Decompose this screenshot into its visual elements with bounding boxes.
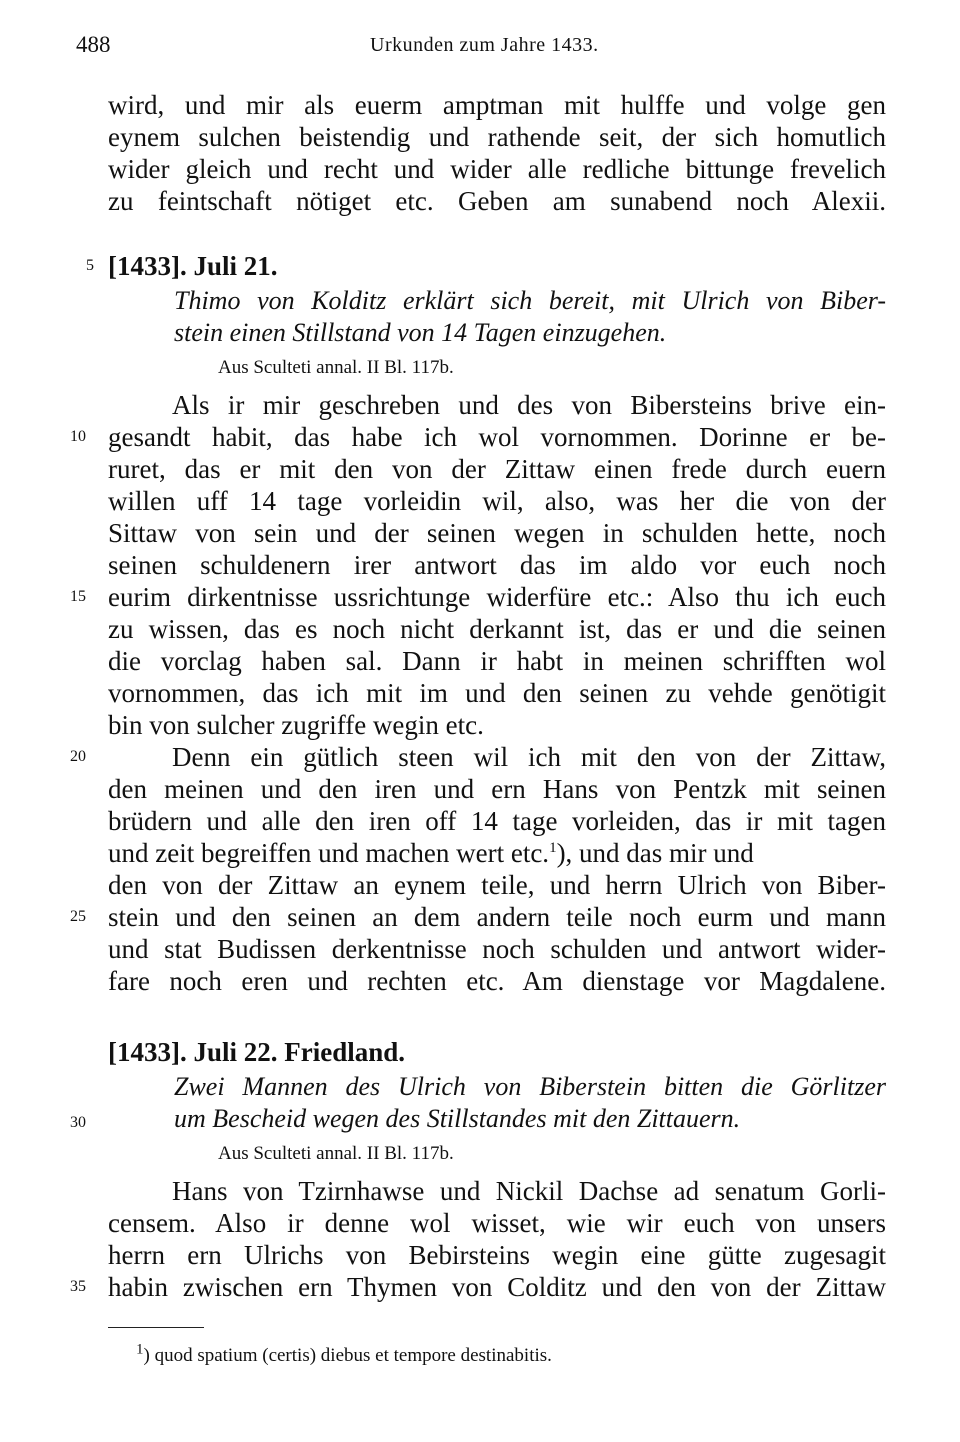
- text-line: vornommen, das ich mit im und den seinen zu vehde genötigit: [108, 678, 886, 708]
- document-1-source: [218, 353, 818, 383]
- text-segment: und zeit begreiffen und machen wert etc.: [108, 838, 550, 868]
- footnote-text: ) quod spatium (certis) diebus et tempore destinabitis.: [143, 1345, 552, 1366]
- text-line: Als ir mir geschreben und des von Bibersteins brive ein-: [172, 390, 886, 420]
- text-line: willen uff 14 tage vorleidin wil, also, was her die von der: [108, 486, 886, 516]
- text-line: den meinen und den iren und ern Hans von Pentzk mit seinen: [108, 774, 886, 804]
- document-2-source: [218, 1139, 818, 1169]
- page-header: [76, 32, 886, 62]
- text-line: bin von sulcher zugriffe wegin etc.: [108, 710, 484, 740]
- margin-line-number: 20: [70, 748, 86, 765]
- text-line: brüdern und alle den iren off 14 tage vorleiden, das ir mit tagen: [108, 806, 886, 836]
- text-segment: ), und das mir und: [556, 838, 754, 868]
- footnote: [136, 1341, 552, 1367]
- continuation-paragraph: [108, 89, 886, 217]
- text-line: den von der Zittaw an eynem teile, und herrn Ulrich von Biber-: [108, 870, 886, 900]
- text-line: fare noch eren und rechten etc. Am dienstage vor Magdalene.: [108, 966, 886, 996]
- text-line-with-footnote: [108, 837, 886, 869]
- text-line: Denn ein gütlich steen wil ich mit den von der Zittaw,: [172, 742, 886, 772]
- text-line: die vorclag haben sal. Dann ir habt in meinen schrifften wol: [108, 646, 886, 676]
- document-1-regest: [174, 285, 886, 349]
- text-line: herrn ern Ulrichs von Bebirsteins wegin eine gütte zugesagit: [108, 1240, 886, 1270]
- text-line: gesandt habit, das habe ich wol vornommen. Dorinne er be-: [108, 422, 886, 452]
- text-line: zu feintschaft nötiget etc. Geben am sunabend noch Alexii.: [108, 186, 886, 216]
- source-note: Aus Sculteti annal. II Bl. 117b.: [218, 357, 454, 378]
- regest-line: Thimo von Kolditz erklärt sich bereit, mit Ulrich von Biber-: [174, 286, 886, 315]
- running-title: Urkunden zum Jahre 1433.: [370, 34, 599, 56]
- document-2-regest: [174, 1071, 886, 1135]
- text-line: Sittaw von sein und der seinen wegen in schulden hette, noch: [108, 518, 886, 548]
- page-number: 488: [76, 32, 111, 57]
- document-2-text: [108, 1175, 886, 1303]
- footnote-rule: [108, 1327, 204, 1328]
- text-line: Hans von Tzirnhawse und Nickil Dachse ad senatum Gorli-: [172, 1176, 886, 1206]
- footnote-reference: 1: [549, 840, 557, 856]
- text-line: eurim dirkentnisse ussrichtunge widerfüre etc.: Also thu ich euch: [108, 582, 886, 612]
- text-line: und stat Budissen derkentnisse noch schulden und antwort wider-: [108, 934, 886, 964]
- regest-line: um Bescheid wegen des Stillstandes mit den Zittauern.: [174, 1104, 741, 1133]
- text-line: seinen schuldenern irer antwort das im aldo vor euch noch: [108, 550, 886, 580]
- margin-line-number: 15: [70, 588, 86, 605]
- text-line: wider gleich und recht und wider alle redliche bittunge frevelich: [108, 154, 886, 184]
- text-line: wird, und mir als euerm amptman mit hulffe und volge gen: [108, 90, 886, 120]
- text-line: stein und den seinen an dem andern teile noch eurm und mann: [108, 902, 886, 932]
- margin-line-number: 30: [70, 1114, 86, 1131]
- text-line: ruret, das er mit den von der Zittaw einen frede durch euern: [108, 454, 886, 484]
- margin-line-number: 10: [70, 428, 86, 445]
- regest-line: Zwei Mannen des Ulrich von Biberstein bitten die Görlitzer: [174, 1072, 886, 1101]
- text-line: habin zwischen ern Thymen von Colditz und den von der Zittaw: [108, 1272, 886, 1302]
- document-date: [1433]. Juli 22. Friedland.: [108, 1037, 406, 1067]
- regest-line: stein einen Stillstand von 14 Tagen einzugehen.: [174, 318, 667, 347]
- document-1-text: [108, 389, 886, 997]
- source-note: Aus Sculteti annal. II Bl. 117b.: [218, 1143, 454, 1164]
- document-2-heading: [108, 1036, 886, 1068]
- text-line: zu wissen, das es noch nicht derkannt ist, das er und die seinen: [108, 614, 886, 644]
- margin-line-number: 25: [70, 908, 86, 925]
- footnote-marker: 1: [136, 1341, 144, 1358]
- text-line: censem. Also ir denne wol wisset, wie wir euch von unsers: [108, 1208, 886, 1238]
- document-1-heading: [108, 250, 886, 282]
- margin-line-number: 35: [70, 1278, 86, 1295]
- document-date: [1433]. Juli 21.: [108, 251, 278, 281]
- text-line: eynem sulchen beistendig und rathende seit, der sich homutlich: [108, 122, 886, 152]
- margin-line-number: 5: [86, 257, 94, 274]
